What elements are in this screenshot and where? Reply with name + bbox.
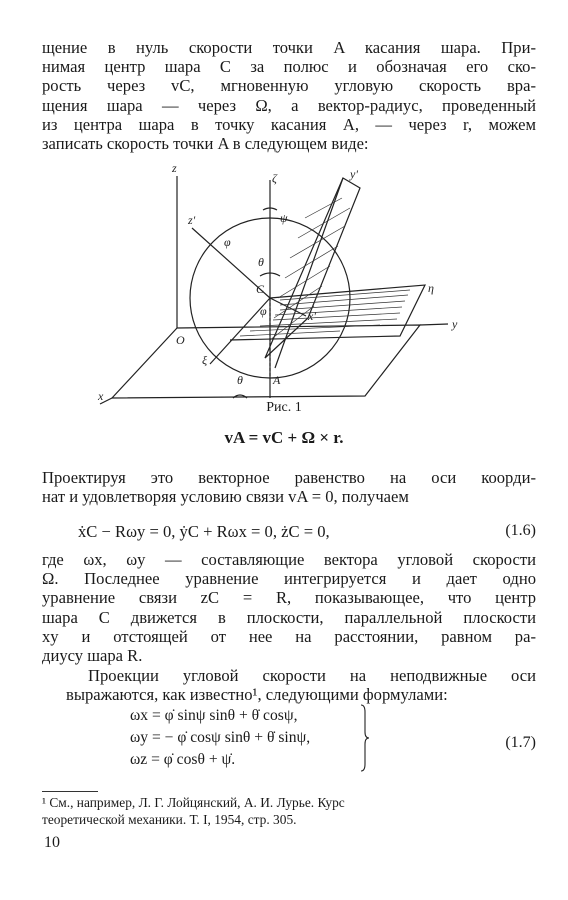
text-line: из центра шара в точку касания A, — через r, можем bbox=[42, 114, 536, 134]
equation-text: ẋC − Rωy = 0, ẏC + Rωx = 0, żC = 0, bbox=[78, 522, 330, 541]
label-phi-small: φ bbox=[260, 304, 267, 318]
text-line: записать скорость точки A в следующем виде: bbox=[42, 134, 369, 154]
text-line: где ωx, ωy — составляющие вектора угловой скорости bbox=[42, 550, 536, 569]
label-theta-small: θ bbox=[237, 373, 243, 387]
label-x-prime: x' bbox=[308, 309, 316, 323]
page-number: 10 bbox=[44, 834, 60, 851]
label-o: O bbox=[176, 333, 185, 347]
footnote-rule bbox=[42, 791, 98, 792]
equation-1-7 bbox=[130, 705, 390, 771]
figure-caption: Рис. 1 bbox=[266, 400, 302, 415]
text-line: рость через vC, мгновенную угловую скорость вра- bbox=[42, 76, 536, 96]
label-eta: η bbox=[428, 281, 434, 295]
footnote bbox=[42, 794, 536, 828]
label-z: z bbox=[172, 161, 177, 175]
text-line: щение в нуль скорости точки A касания шара. При- bbox=[42, 38, 536, 57]
text-line: диусу шара R. bbox=[42, 646, 143, 666]
footnote-line: ¹ См., например, Л. Г. Лойцянский, А. И. Лурье. Курс bbox=[42, 795, 345, 810]
text-line: шара C движется в плоскости, параллельной плоскости bbox=[42, 607, 536, 627]
text-line: нимая центр шара C за полюс и обозначая его ско- bbox=[42, 57, 536, 77]
label-zeta: ζ bbox=[272, 171, 277, 185]
label-theta: θ bbox=[258, 255, 264, 269]
equation-1-6 bbox=[78, 522, 538, 542]
text-line: Проектируя это векторное равенство на оси коорди- bbox=[42, 468, 536, 487]
right-brace bbox=[360, 704, 370, 772]
label-phi: φ bbox=[224, 235, 231, 249]
paragraph-components bbox=[42, 550, 536, 665]
text-line: нат и удовлетворяя условию связи vA = 0, получаем bbox=[42, 487, 409, 507]
label-xi: ξ bbox=[202, 353, 208, 367]
equation-line: ωy = − φ̇ cosψ sinθ + θ̇ sinψ, bbox=[130, 729, 311, 746]
paragraph-intro bbox=[42, 38, 536, 153]
text-line: щения шара — через Ω, а вектор-радиус, проведенный bbox=[42, 95, 536, 115]
label-y-prime: y' bbox=[350, 167, 358, 181]
text-line: Проекции угловой скорости на неподвижные оси bbox=[88, 666, 536, 685]
equation-line: ωz = φ̇ cosθ + ψ̇. bbox=[130, 751, 236, 768]
formula-velocity: vA = vC + Ω × r. bbox=[224, 428, 344, 447]
figure-sphere-diagram bbox=[80, 158, 500, 430]
equation-number: (1.6) bbox=[505, 522, 536, 539]
text-line: xy и отстоящей от нее на расстоянии, равном ра- bbox=[42, 626, 536, 646]
paragraph-angular bbox=[42, 666, 536, 704]
footnote-line: теоретической механики. Т. I, 1954, стр. 305. bbox=[42, 812, 297, 827]
label-z-prime: z' bbox=[188, 213, 196, 227]
label-a: A bbox=[273, 373, 281, 387]
text-line: уравнение связи zC = R, показывающее, что центр bbox=[42, 588, 536, 608]
label-c: C bbox=[256, 282, 265, 296]
text-line: выражаются, как известно¹, следующими формулами: bbox=[66, 685, 448, 705]
label-x: x bbox=[98, 389, 104, 403]
paragraph-projection bbox=[42, 468, 536, 506]
label-psi: ψ bbox=[280, 211, 288, 225]
equation-number: (1.7) bbox=[505, 734, 536, 751]
label-y: y bbox=[452, 317, 458, 331]
text-line: Ω. Последнее уравнение интегрируется и дает одно bbox=[42, 569, 536, 589]
equation-line: ωx = φ̇ sinψ sinθ + θ̇ cosψ, bbox=[130, 707, 298, 724]
